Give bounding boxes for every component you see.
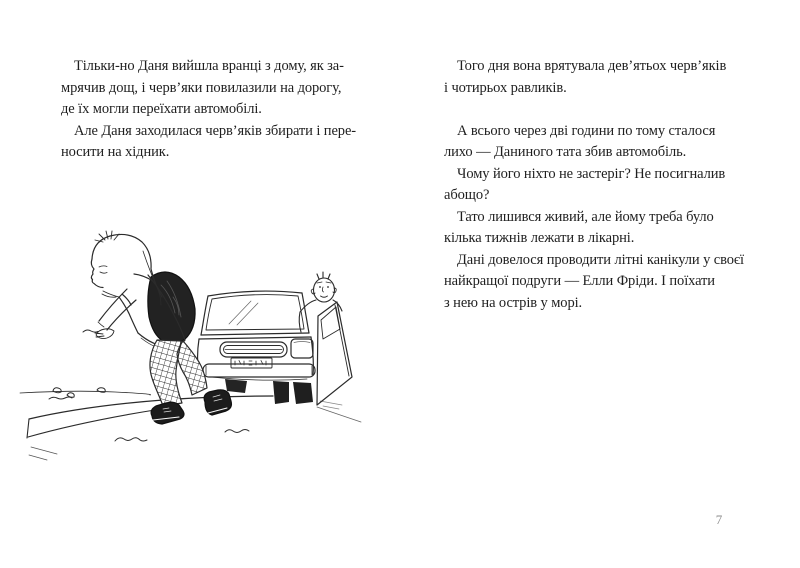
plaid-pants-left [150, 340, 182, 406]
paragraph [61, 56, 351, 121]
text-line: Тато лишився живий, але йому треба було [457, 208, 714, 225]
bumper [203, 364, 315, 377]
text-line: найкращої подруги — Елли Фріди. І поїхати [444, 273, 715, 289]
right-page-text [444, 56, 744, 314]
girl-face-profile [91, 259, 103, 288]
driver-head [314, 278, 335, 302]
open-door [317, 302, 352, 405]
text-line: Тільки-но Даня вийшла вранці з дому, як за- [74, 58, 344, 74]
paragraph [444, 56, 744, 99]
text-line: лихо — Даниного тата збив автомобіль. [444, 144, 687, 160]
sneaker-right [204, 390, 231, 415]
paragraph [444, 164, 744, 207]
text-line: абощо? [444, 187, 490, 203]
section-break [444, 99, 744, 121]
paragraph [444, 207, 744, 250]
text-line: носити на хідник. [61, 144, 170, 160]
paragraph [61, 121, 357, 164]
text-line: А всього через дві години по тому сталося [457, 122, 716, 139]
closed-eye [100, 272, 107, 273]
illustration-girl-worms-car [15, 225, 370, 473]
paragraph [444, 250, 744, 315]
page-number: 7 [715, 512, 723, 527]
text-line: і чотирьох равликів. [444, 79, 567, 96]
paragraph [444, 121, 744, 164]
plaid-pants-right [177, 341, 207, 395]
text-line: Чому його ніхто не застеріг? Не посигналив [457, 165, 726, 182]
text-line: Але Даня заходилася черв’яків збирати і пере- [74, 122, 357, 139]
text-line: де їх могли переїхати автомобілі. [61, 101, 262, 117]
topknot [95, 231, 119, 242]
girl-hands [95, 329, 114, 339]
sneaker-left [151, 402, 184, 424]
car-wheel-shadow [273, 381, 289, 404]
driver-hair [317, 272, 330, 279]
text-line: мрячив дощ, і черв’яки повилазили на дорогу, [61, 79, 342, 96]
left-page-text [61, 56, 357, 164]
driver [299, 272, 342, 332]
text-line: Дані довелося проводити літні канікули у своєї [457, 251, 744, 268]
car [198, 291, 353, 405]
text-line: кілька тижнів лежати в лікарні. [444, 230, 635, 246]
text-line: з нею на острів у морі. [444, 294, 583, 311]
worm-in-hand [83, 330, 98, 332]
girl [83, 231, 231, 424]
windshield [206, 295, 304, 330]
text-line: Того дня вона врятувала дев’ятьох черв’яків [457, 58, 727, 74]
